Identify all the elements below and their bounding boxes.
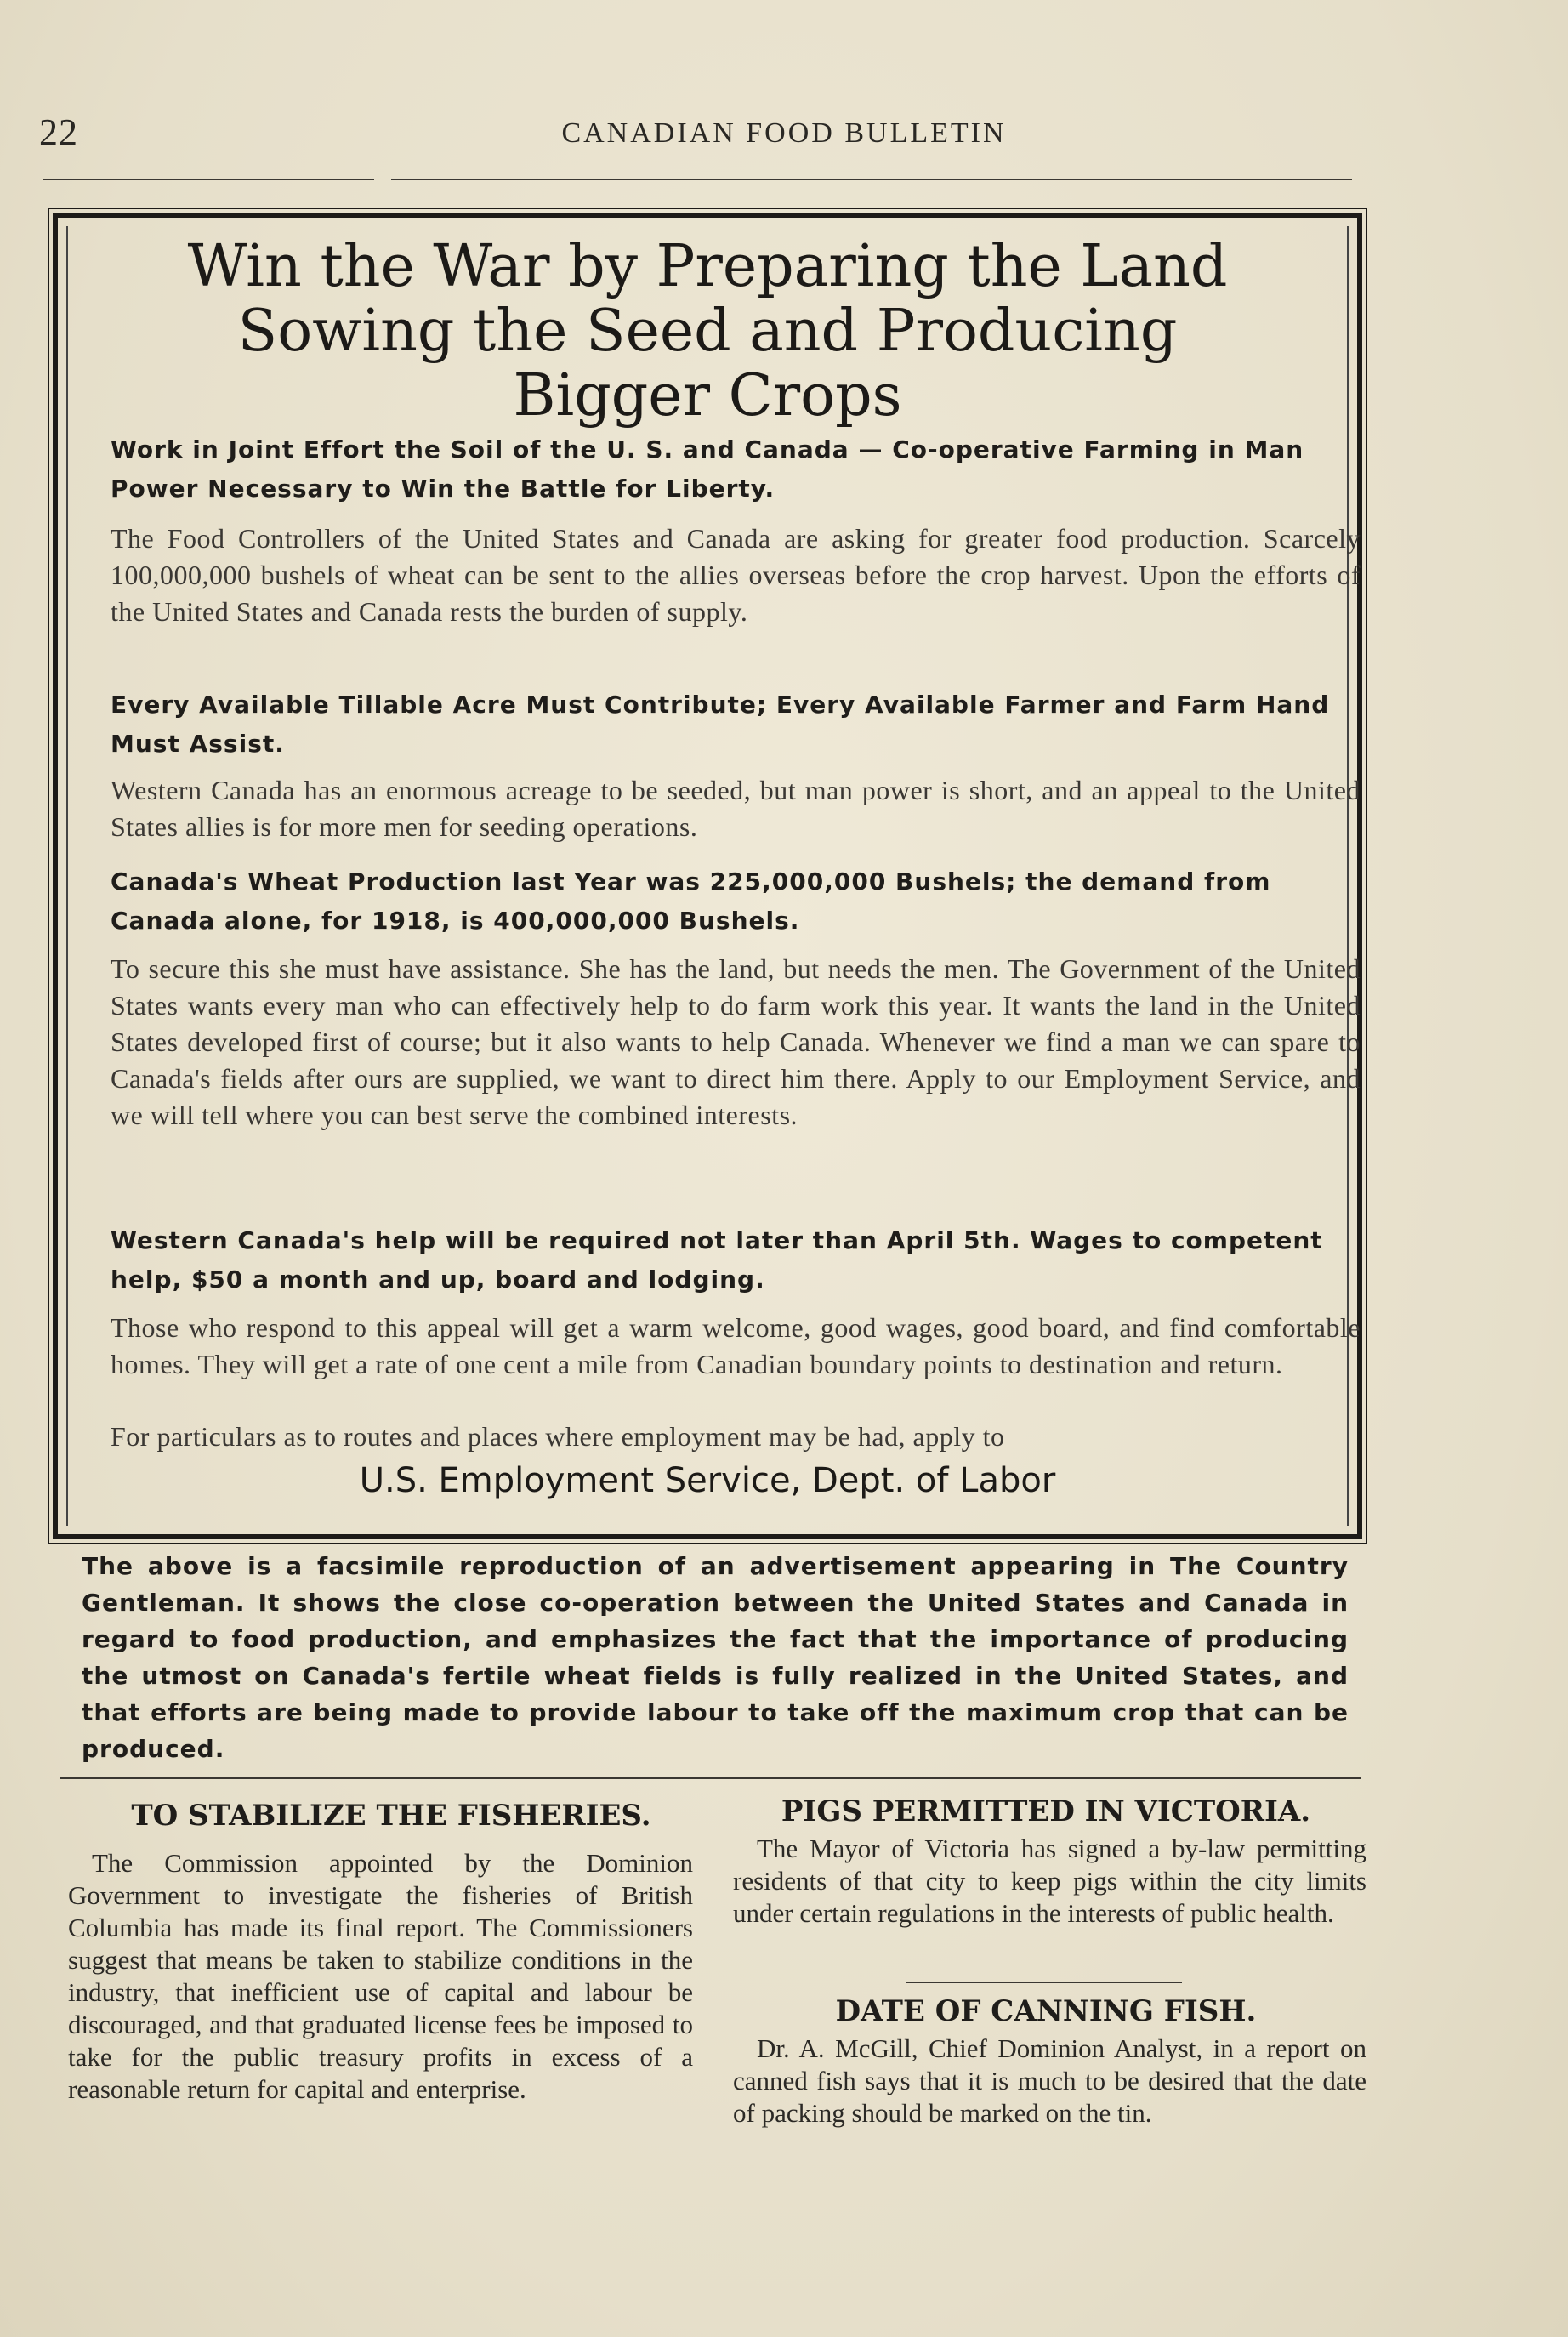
section-body-welcome: Those who respond to this appeal will get a warm welcome, good wages, good board, and find comfortable homes. They will get a rate of one cent a mile from Canadian boundary points to destination and return. xyxy=(111,1312,1361,1379)
header-rule-left xyxy=(43,179,374,180)
section-rule xyxy=(60,1777,1361,1779)
section-heading-wheat-production: Canada's Wheat Production last Year was 225,000,000 Bushels; the demand from Canada alone, for 1918, is 400,000,000 Bushels. xyxy=(111,867,1271,935)
canning-title: DATE OF CANNING FISH. xyxy=(835,1994,1257,2028)
headline-line-2: Sowing the Seed and Producing xyxy=(237,298,1178,365)
pigs-title: PIGS PERMITTED IN VICTORIA. xyxy=(781,1794,1311,1828)
section-heading-wages: Western Canada's help will be required not later than April 5th. Wages to competent help, $50 a month and up, board and lodging. xyxy=(111,1226,1323,1294)
section-body-western-canada: Western Canada has an enormous acreage to be seeded, but man power is short, and an appeal to the United States allies is for more men for seeding operations. xyxy=(111,775,1361,842)
running-title: CANADIAN FOOD BULLETIN xyxy=(561,117,1007,149)
advertisement-signature: U.S. Employment Service, Dept. of Labor xyxy=(359,1461,1056,1500)
canning-body: Dr. A. McGill, Chief Dominion Analyst, in a report on canned fish says that it is much to be desired that the date of packing should be marked on the tin. xyxy=(733,2033,1366,2128)
section-heading-tillable-acre: Every Available Tillable Acre Must Contribute; Every Available Farmer and Farm Hand Must Assist. xyxy=(111,691,1330,758)
advertisement-headline xyxy=(58,235,1357,429)
short-divider xyxy=(906,1982,1182,1983)
pigs-body: The Mayor of Victoria has signed a by-law permitting residents of that city to keep pigs within the city limits under certain regulations in the interests of public health. xyxy=(733,1834,1366,1928)
advertisement-box xyxy=(53,213,1362,1539)
section-body-food-production: The Food Controllers of the United States and Canada are asking for greater food production. Scarcely 100,000,000 bushels of wheat can be sent to the allies overseas before the crop harvest. Upon the efforts of the United States and Canada rests the burden of supply. xyxy=(111,523,1361,627)
page-number: 22 xyxy=(39,111,78,153)
fisheries-title: TO STABILIZE THE FISHERIES. xyxy=(131,1799,651,1833)
fisheries-body: The Commission appointed by the Dominion Government to investigate the fisheries of British Columbia has made its final report. The Commissioners suggest that means be taken to stabilize conditions in the industry, that inefficient use of capital and labour be discouraged, and that graduated license fees be imposed to take for the public treasury profits in excess of a reasonable return for capital and enterprise. xyxy=(68,1848,693,2104)
headline-line-3: Bigger Crops xyxy=(513,362,902,429)
header-rule-right xyxy=(391,179,1352,180)
facsimile-caption: The above is a facsimile reproduction of an advertisement appearing in The Country Gentleman. It shows the close co-operation between the United States and Canada in regard to food production, and emphasizes the fact that the importance of producing the utmost on Canada's fertile wheat fields is fully realized in the United States, and that efforts are being made to provide labour to take off the maximum crop that can be produced. xyxy=(82,1552,1349,1763)
closing-line: For particulars as to routes and places where employment may be had, apply to xyxy=(111,1421,1005,1452)
section-body-assistance: To secure this she must have assistance. She has the land, but needs the men. The Government of the United States wants every man who can effectively help to do farm work this year. It wants the land in the United States developed first of course; but it also wants to help Canada. Whenever we find a man we can spare to Canada's fields after ours are supplied, we want to direct him there. Apply to our Employment Service, and we will tell where you can best serve the combined interests. xyxy=(111,953,1361,1130)
section-heading-joint-effort: Work in Joint Effort the Soil of the U. S. and Canada — Co-operative Farming in Man Power Necessary to Win the Battle for Liberty. xyxy=(111,435,1304,503)
headline-line-1: Win the War by Preparing the Land xyxy=(187,233,1228,300)
